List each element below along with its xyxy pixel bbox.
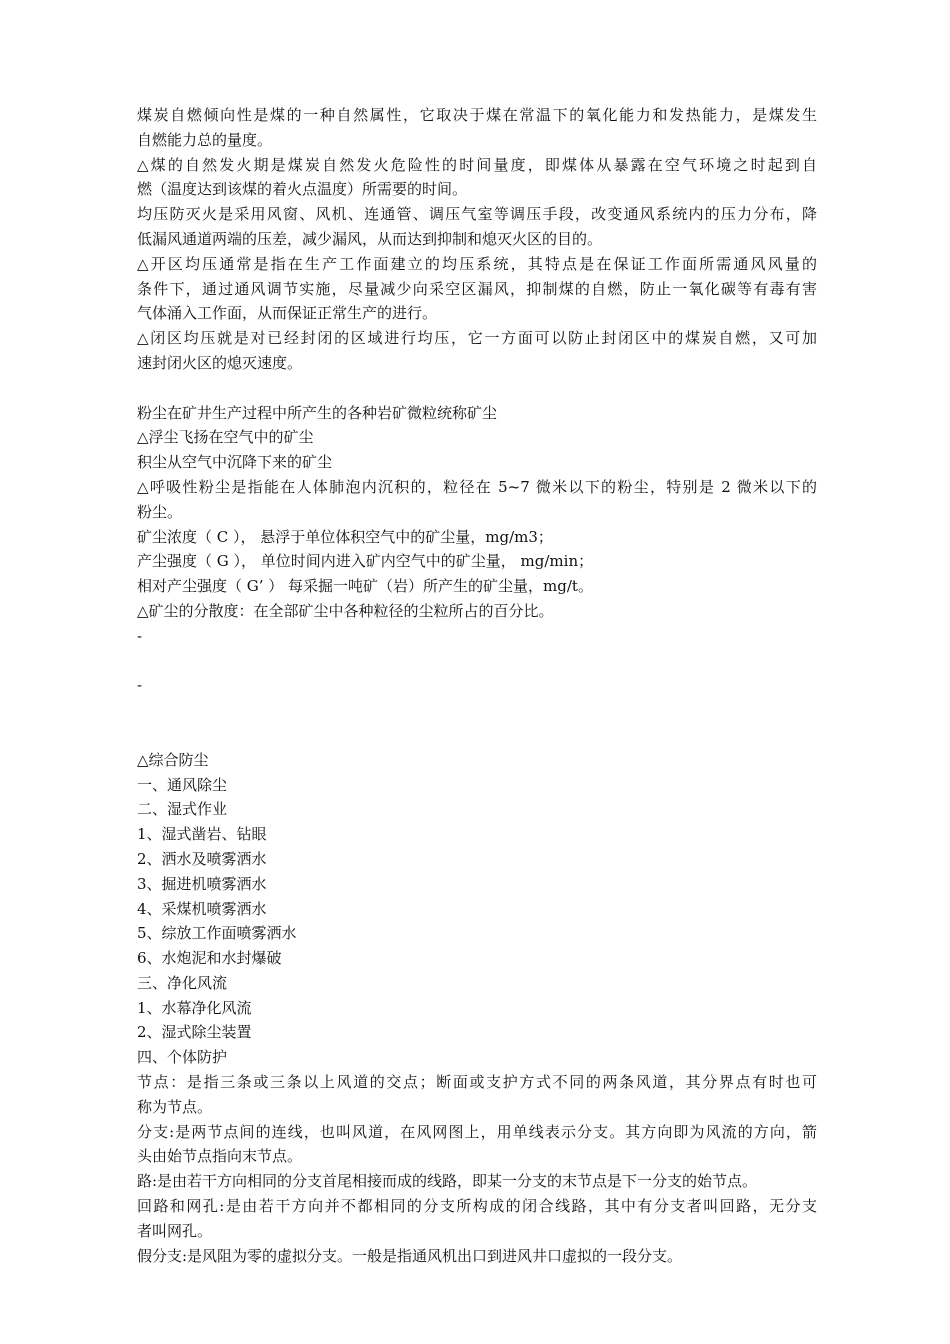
paragraph-settled-dust: 积尘从空气中沉降下来的矿尘 — [137, 453, 333, 472]
blank-gap — [137, 698, 817, 748]
list-item: 1、水幕净化风流 — [137, 998, 252, 1017]
paragraph-closed-zone-balancing-cont: 速封闭火区的熄灭速度。 — [137, 353, 303, 372]
paragraph-branch-definition-cont: 头由始节点指向末节点。 — [137, 1147, 303, 1166]
list-item: 5、综放工作面喷雾洒水 — [137, 924, 297, 943]
paragraph-path-definition: 路:是由若干方向相同的分支首尾相接而成的线路，即某一分支的末节点是下一分支的始节点。 — [137, 1172, 758, 1191]
paragraph-open-zone-balancing-cont2: 气体涌入工作面，从而保证正常生产的进行。 — [137, 304, 438, 323]
list-item: 四、个体防护 — [137, 1048, 228, 1067]
paragraph-respirable-dust: △呼吸性粉尘是指能在人体肺泡内沉积的，粒径在 5~7 微米以下的粉尘，特别是 2 微米以下的 — [137, 477, 817, 496]
paragraph-virtual-branch-definition: 假分支:是风阻为零的虚拟分支。一般是指通风机出口到进风井口虚拟的一段分支。 — [137, 1246, 683, 1265]
paragraph-dust-dispersion: △矿尘的分散度：在全部矿尘中各种粒径的尘粒所占的百分比。 — [137, 601, 554, 620]
paragraph-loop-mesh-definition: 回路和网孔:是由若干方向并不都相同的分支所构成的闭合线路，其中有分支者叫回路，无分支 — [137, 1197, 817, 1216]
paragraph-node-definition-cont: 称为节点。 — [137, 1097, 213, 1116]
paragraph-coal-spontaneous-combustion-tendency: 煤炭自燃倾向性是煤的一种自然属性，它取决于煤在常温下的氧化能力和发热能力，是煤发生 — [137, 106, 817, 124]
paragraph-mine-dust-definition: 粉尘在矿井生产过程中所产生的各种岩矿微粒统称矿尘 — [137, 403, 498, 422]
paragraph-pressure-balancing-cont: 低漏风通道两端的压差，减少漏风，从而达到抑制和熄灭火区的目的。 — [137, 229, 603, 248]
list-item: 2、洒水及喷雾洒水 — [137, 849, 267, 868]
paragraph-dust-concentration: 矿尘浓度（ C ）， 悬浮于单位体积空气中的矿尘量，mg/m3； — [137, 527, 553, 546]
blank-line — [137, 376, 817, 401]
list-item: 三、净化风流 — [137, 973, 228, 992]
paragraph-coal-spontaneous-combustion-tendency-cont: 自燃能力总的量度。 — [137, 130, 273, 149]
list-item: 4、采煤机喷雾洒水 — [137, 899, 267, 918]
list-item: 1、湿式凿岩、钻眼 — [137, 825, 267, 844]
paragraph-node-definition: 节点：是指三条或三条以上风道的交点；断面或支护方式不同的两条风道，其分界点有时也可 — [137, 1073, 817, 1092]
list-item-comprehensive-dust-control: △综合防尘 — [137, 750, 209, 769]
list-item: 二、湿式作业 — [137, 800, 228, 819]
blank-line — [137, 649, 817, 674]
paragraph-loop-mesh-definition-cont: 者叫网孔。 — [137, 1221, 213, 1240]
paragraph-closed-zone-balancing: △闭区均压就是对已经封闭的区域进行均压，它一方面可以防止封闭区中的煤炭自燃，又可加 — [137, 329, 817, 348]
document-page — [137, 103, 817, 1268]
paragraph-respirable-dust-cont: 粉尘。 — [137, 502, 183, 521]
paragraph-floating-dust: △浮尘飞扬在空气中的矿尘 — [137, 428, 314, 447]
list-item: 3、掘进机喷雾洒水 — [137, 874, 267, 893]
paragraph-pressure-balancing: 均压防灭火是采用风窗、风机、连通管、调压气室等调压手段，改变通风系统内的压力分布，降 — [137, 205, 817, 224]
dash-separator: - — [137, 676, 143, 695]
list-item: 一、通风除尘 — [137, 775, 228, 794]
dash-separator: - — [137, 626, 143, 645]
paragraph-dust-generation-intensity: 产尘强度（ G ）， 单位时间内进入矿内空气中的矿尘量， mg/min； — [137, 552, 594, 571]
paragraph-open-zone-balancing-cont: 条件下，通过通风调节实施，尽量减少向采空区漏风，抑制煤的自燃，防止一氧化碳等有毒有害 — [137, 279, 817, 298]
list-item: 2、湿式除尘装置 — [137, 1023, 252, 1042]
paragraph-relative-dust-intensity: 相对产尘强度（ G’ ） 每采掘一吨矿（岩）所产生的矿尘量，mg/t。 — [137, 577, 593, 596]
paragraph-open-zone-balancing: △开区均压通常是指在生产工作面建立的均压系统，其特点是在保证工作面所需通风风量的 — [137, 254, 817, 273]
list-item: 6、水炮泥和水封爆破 — [137, 949, 282, 968]
paragraph-ignition-period-cont: 燃（温度达到该煤的着火点温度）所需要的时间。 — [137, 180, 468, 199]
paragraph-branch-definition: 分支:是两节点间的连线，也叫风道，在风网图上，用单线表示分支。其方向即为风流的方向，箭 — [137, 1122, 817, 1141]
paragraph-ignition-period: △煤的自然发火期是煤炭自然发火危险性的时间量度，即煤体从暴露在空气环境之时起到自 — [137, 155, 817, 174]
